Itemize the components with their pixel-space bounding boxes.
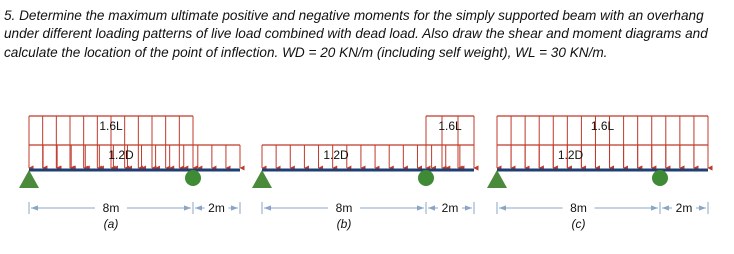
pin-support bbox=[19, 170, 39, 188]
overhang-length-label: 2m bbox=[675, 201, 693, 215]
span-length-label: 8m bbox=[102, 201, 120, 215]
pin-support bbox=[487, 170, 507, 188]
beam-case-3 bbox=[487, 116, 708, 231]
live-load-label: 1.6L bbox=[99, 119, 123, 133]
case-caption: (c) bbox=[571, 217, 586, 231]
problem-statement: 5. Determine the maximum ultimate positive and negative moments for the simply supported beam with an overhang under different loading patterns of live load combined with dead load. Also draw the shear and moment diagrams and calculate the location of the point of inflection. WD = 20 KN/m (including self weight), WL = 30 KN/m. bbox=[4, 8, 708, 60]
dead-load-label: 1.2D bbox=[323, 148, 349, 162]
pin-support bbox=[252, 170, 272, 188]
roller-support bbox=[418, 170, 434, 186]
overhang-length-label: 2m bbox=[208, 201, 225, 215]
overhang-length-label: 2m bbox=[441, 201, 459, 215]
span-length-label: 8m bbox=[570, 201, 587, 215]
dead-load-label: 1.2D bbox=[557, 148, 584, 162]
span-length-label: 8m bbox=[335, 201, 353, 215]
beam-case-1 bbox=[19, 116, 240, 231]
beam-case-2 bbox=[252, 116, 474, 231]
roller-support bbox=[185, 170, 201, 186]
roller-support bbox=[652, 170, 668, 186]
case-caption: (a) bbox=[103, 217, 119, 231]
live-load-label: 1.6L bbox=[590, 119, 615, 133]
dead-load-label: 1.2D bbox=[108, 148, 134, 162]
case-caption: (b) bbox=[336, 217, 352, 231]
live-load-label: 1.6L bbox=[438, 119, 462, 133]
